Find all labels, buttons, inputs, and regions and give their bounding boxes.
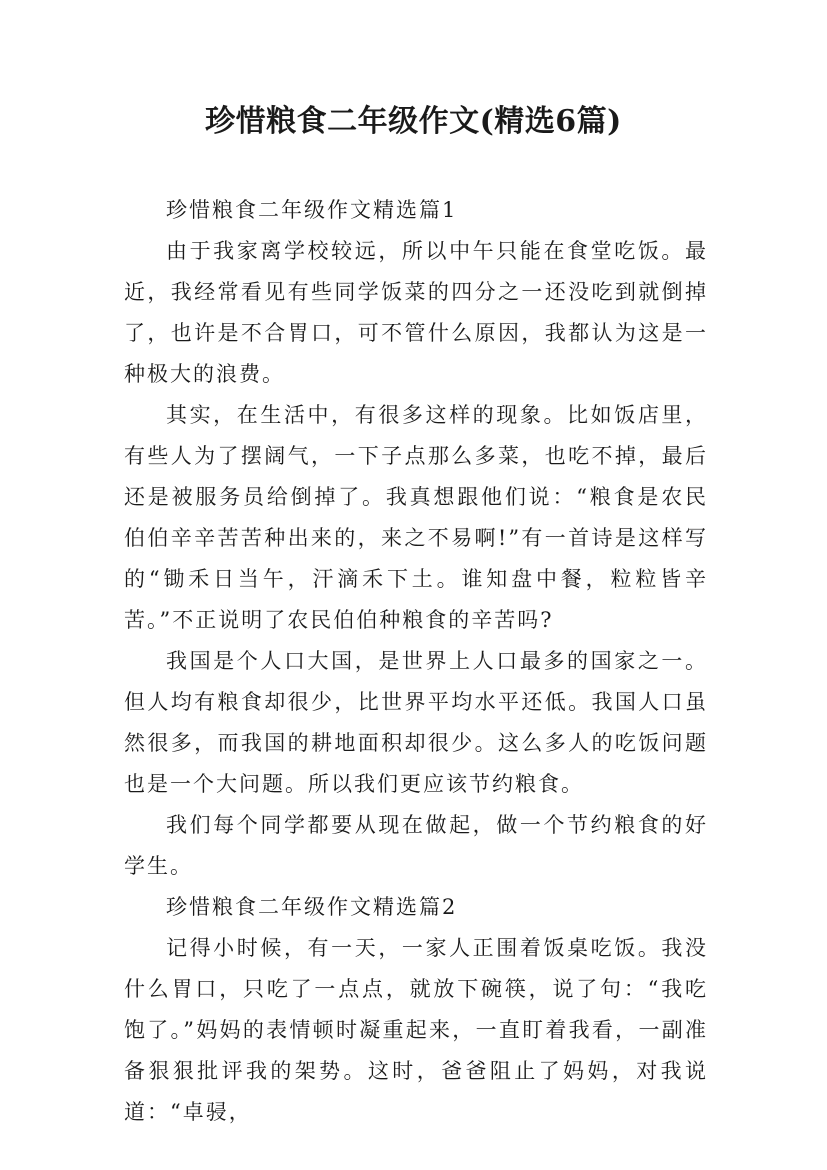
- paragraph: 我国是个人口大国，是世界上人口最多的国家之一。但人均有粮食却很少，比世界平均水平还低。我国人口虽然很多，而我国的耕地面积却很少。这么多人的吃饭问题也是一个大问题。所以我们更应该节约粮食。: [124, 649, 708, 796]
- paragraph: 记得小时候，有一天，一家人正围着饭桌吃饭。我没什么胃口，只吃了一点点，就放下碗筷，说了句：“我吃饱了。”妈妈的表情顿时凝重起来，一直盯着我看，一副准备狠狠批评我的架势。这时，爸爸阻止了妈妈，对我说道：“卓骎，: [124, 936, 708, 1124]
- document-body: [124, 190, 708, 1133]
- paragraph: 由于我家离学校较远，所以中午只能在食堂吃饭。最近，我经常看见有些同学饭菜的四分之一还没吃到就倒掉了，也许是不合胃口，可不管什么原因，我都认为这是一种极大的浪费。: [124, 239, 708, 386]
- paragraph: 我们每个同学都要从现在做起，做一个节约粮食的好学生。: [124, 813, 708, 878]
- section-heading-1: 珍惜粮食二年级作文精选篇1: [166, 198, 458, 222]
- paragraph: 其实，在生活中，有很多这样的现象。比如饭店里，有些人为了摆阔气，一下子点那么多菜，也吃不掉，最后还是被服务员给倒掉了。我真想跟他们说：“粮食是农民伯伯辛辛苦苦种出来的，来之不易啊!”有一首诗是这样写的“锄禾日当午，汗滴禾下土。谁知盘中餐，粒粒皆辛苦。”不正说明了农民伯伯种粮食的辛苦吗?: [124, 403, 708, 632]
- document-title: 珍惜粮食二年级作文(精选6篇): [205, 104, 622, 139]
- section-heading-2: 珍惜粮食二年级作文精选篇2: [166, 895, 458, 919]
